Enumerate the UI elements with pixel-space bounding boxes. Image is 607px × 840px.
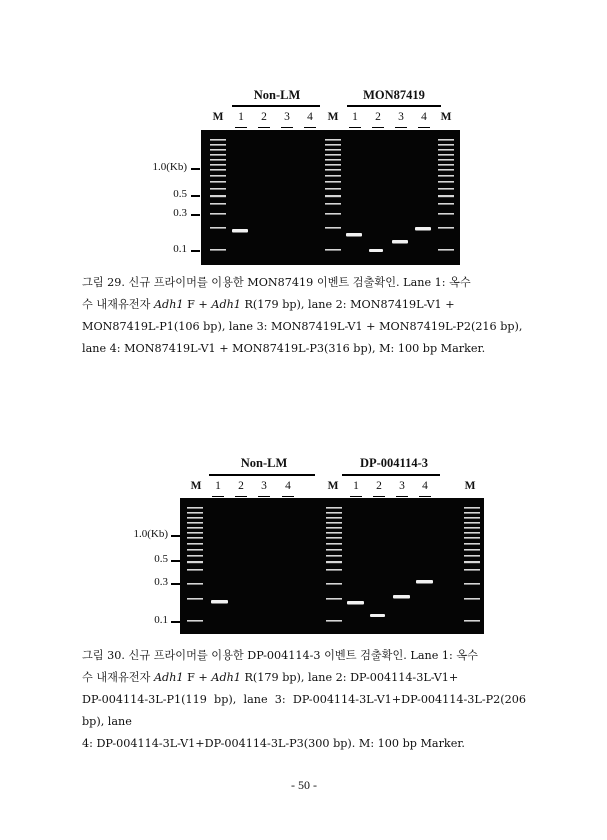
caption-text: F + xyxy=(183,671,212,684)
lane-label: 3 xyxy=(284,111,290,123)
lane-label: 1 xyxy=(352,111,358,123)
caption-text: 수 내재유전자 xyxy=(82,671,154,684)
figure-caption xyxy=(82,645,526,755)
lane-label: 1 xyxy=(353,480,359,492)
lane-label: 2 xyxy=(261,111,267,123)
size-tick xyxy=(171,583,180,585)
size-tick xyxy=(191,195,200,197)
size-label-0-3: 0.3 xyxy=(173,207,187,219)
lane-label: 4 xyxy=(422,480,428,492)
page-number: - 50 - xyxy=(291,778,317,792)
size-tick xyxy=(191,168,200,170)
lane-label: 4 xyxy=(285,480,291,492)
lane-underline xyxy=(258,127,270,128)
caption-line: 그림 30. 신규 프라이머를 이용한 DP-004114-3 이벤트 검출확인. Lane 1: 옥수 xyxy=(82,649,478,662)
lane-label: 2 xyxy=(376,480,382,492)
lane-label: M xyxy=(440,111,452,123)
size-tick xyxy=(171,621,180,623)
lane-label: 4 xyxy=(421,111,427,123)
lane-label: M xyxy=(212,111,224,123)
lane-label: 4 xyxy=(307,111,313,123)
group-underline xyxy=(342,474,440,476)
gel-image-graphic xyxy=(201,130,460,265)
gel-image xyxy=(180,498,484,634)
group-label-event: DP-004114-3 xyxy=(359,456,429,470)
caption-line xyxy=(82,294,526,316)
group-underline xyxy=(347,105,441,107)
group-label-event: MON87419 xyxy=(363,88,425,102)
caption-line xyxy=(82,667,526,689)
size-label-0-1: 0.1 xyxy=(154,614,168,626)
gene-name: Adh1 xyxy=(153,671,184,684)
lane-label: 2 xyxy=(238,480,244,492)
lane-underline xyxy=(235,127,247,128)
gene-name: Adh1 xyxy=(211,298,241,311)
lane-label: M xyxy=(190,480,202,492)
size-label-1kb: 1.0(Kb) xyxy=(133,528,168,540)
caption-line: MON87419L-P1(106 bp), lane 3: MON87419L-V1 + MON87419L-P2(216 bp), xyxy=(82,320,523,333)
figure-caption xyxy=(82,272,526,360)
gel-image-graphic xyxy=(180,498,484,634)
group-underline xyxy=(209,474,315,476)
size-tick xyxy=(191,250,200,252)
lane-underline xyxy=(281,127,293,128)
size-tick xyxy=(171,535,180,537)
caption-text: F + xyxy=(183,298,212,311)
size-label-0-5: 0.5 xyxy=(173,188,187,200)
lane-label: M xyxy=(464,480,476,492)
caption-text: R(179 bp), lane 2: MON87419L-V1 + xyxy=(240,298,455,311)
group-label-non-lm: Non-LM xyxy=(240,456,288,470)
lane-label: 2 xyxy=(375,111,381,123)
size-tick xyxy=(191,214,200,216)
lane-label: 3 xyxy=(398,111,404,123)
lane-underline xyxy=(304,127,316,128)
caption-line: DP-004114-3L-P1(119 bp), lane 3: DP-004114-3L-V1+DP-004114-3L-P2(206 bp), lane xyxy=(82,693,526,728)
lane-underline xyxy=(418,127,430,128)
caption-text: R(179 bp), lane 2: DP-004114-3L-V1+ xyxy=(240,671,459,684)
lane-label: M xyxy=(327,111,339,123)
lane-label: 3 xyxy=(399,480,405,492)
size-label-0-3: 0.3 xyxy=(154,576,168,588)
lane-underline xyxy=(349,127,361,128)
lane-label: 3 xyxy=(261,480,267,492)
caption-line: 4: DP-004114-3L-V1+DP-004114-3L-P3(300 bp). M: 100 bp Marker. xyxy=(82,737,465,750)
lane-label: M xyxy=(327,480,339,492)
caption-text: 수 내재유전자 xyxy=(82,298,154,311)
gene-name: Adh1 xyxy=(153,298,184,311)
size-label-1kb: 1.0(Kb) xyxy=(152,161,187,173)
lane-underline xyxy=(372,127,384,128)
gene-name: Adh1 xyxy=(211,671,241,684)
lane-label: 1 xyxy=(215,480,221,492)
caption-line: lane 4: MON87419L-V1 + MON87419L-P3(316 bp), M: 100 bp Marker. xyxy=(82,342,486,355)
lane-underline xyxy=(395,127,407,128)
size-label-0-1: 0.1 xyxy=(173,243,187,255)
caption-line: 그림 29. 신규 프라이머를 이용한 MON87419 이벤트 검출확인. Lane 1: 옥수 xyxy=(82,276,471,289)
size-label-0-5: 0.5 xyxy=(154,553,168,565)
group-underline xyxy=(232,105,320,107)
size-tick xyxy=(171,560,180,562)
gel-image xyxy=(201,130,460,265)
lane-label: 1 xyxy=(238,111,244,123)
group-label-non-lm: Non-LM xyxy=(253,88,301,102)
